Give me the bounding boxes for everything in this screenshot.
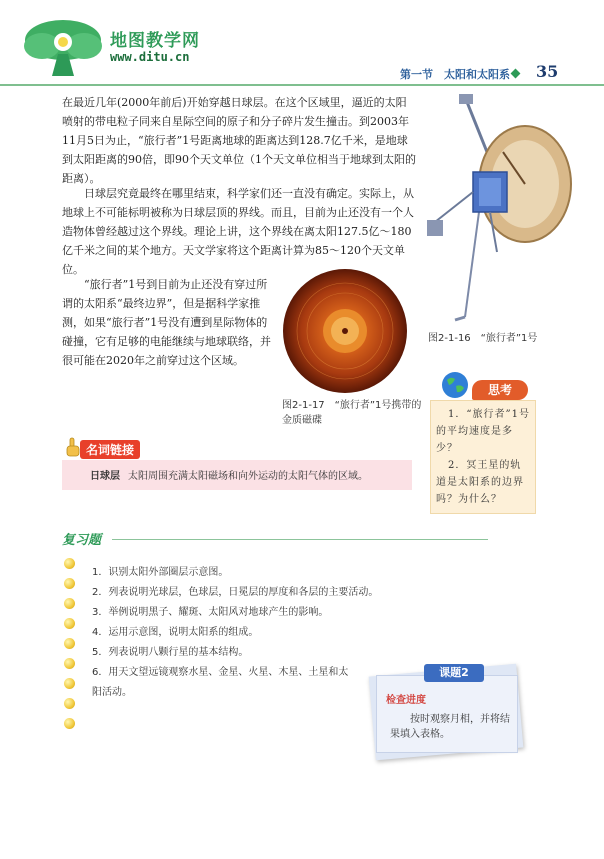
review-bullet-icon [64, 558, 75, 569]
section-title: 第一节 太阳和太阳系 [400, 68, 510, 81]
review-item: 阳活动。 [92, 687, 132, 698]
paragraph-1: 在最近几年(2000年前后)开始穿越日球层。在这个区域里，逼近的太阳喷射的带电粒子同来自星际空间的原子和分子碎片发生撞击。到2003年11月5日为止，“旅行者”1号距离地球的距离达到128.7亿千米，是地球到太阳距离的90倍，即90个天文单位（1个天文单位相当于地球到太阳的距离）。 [62, 96, 416, 185]
review-bullet-icon [64, 618, 75, 629]
review-title: 复习题 [62, 533, 102, 548]
figure-16-caption: 图2-1-16 “旅行者”1号 [428, 333, 538, 344]
review-bullet-icon [64, 578, 75, 589]
review-item: 6．用天文望远镜观察水星、金星、火星、木星、土星和太 [92, 667, 349, 678]
review-divider [112, 539, 488, 540]
review-item: 3．举例说明黑子、耀斑、太阳风对地球产生的影响。 [92, 607, 329, 618]
homework-tag: 课题2 [424, 664, 484, 682]
paragraph-3: “旅行者”1号到目前为止还没有穿过所谓的太阳系“最终边界”，但是据科学家推测，如果“旅行者”1号没有遭到星际物体的碰撞，它有足够的电能继续与地球联络，并很可能在2020年之前穿过这个区域。 [62, 278, 271, 367]
header-divider [0, 84, 604, 86]
glossary-term: 日球层 [90, 471, 120, 482]
homework-subtitle: 检查进度 [386, 695, 426, 706]
review-bullet-icon [64, 598, 75, 609]
golden-record-image [282, 268, 408, 394]
page-number: 35 [536, 62, 559, 81]
think-title: 思考 [472, 380, 528, 400]
think-question: 2．冥王星的轨道是太阳系的边界吗？为什么？ [436, 460, 524, 505]
paragraph-2: 日球层究竟最终在哪里结束，科学家们还一直没有确定。实际上，从地球上不可能标明被称为日球层顶的界线。而且，目前为止还没有一个人造物体曾经越过这个界线。理论上讲，这个界线在离太阳127.5亿～180亿千米之间的某个地方。天文学家将这个距离计算为85～120个天文单位。 [62, 187, 414, 276]
glossary-title: 名词链接 [80, 440, 140, 459]
homework-text: 按时观察月相，并将结果填入表格。 [390, 714, 510, 740]
section-diamond-icon [511, 69, 521, 79]
figure-17-caption: 图2-1-17 “旅行者”1号携带的金质磁碟 [282, 400, 422, 426]
globe-icon [441, 371, 469, 399]
review-bullet-icon [64, 638, 75, 649]
site-url[interactable]: www.ditu.cn [110, 50, 190, 64]
think-questions [436, 406, 530, 508]
review-bullet-icon [64, 718, 75, 729]
review-bullet-icon [64, 698, 75, 709]
review-item: 5．列表说明八颗行星的基本结构。 [92, 647, 249, 658]
review-bullet-icon [64, 658, 75, 669]
glossary-entry [90, 467, 368, 482]
voyager-probe-image [425, 92, 575, 322]
review-item: 2．列表说明光球层，色球层，日冕层的厚度和各层的主要活动。 [92, 587, 379, 598]
review-bullet-icon [64, 678, 75, 689]
review-item: 1．识别太阳外部圈层示意图。 [92, 567, 229, 578]
site-logo-tree-icon [22, 18, 104, 80]
review-item: 4．运用示意图，说明太阳系的组成。 [92, 627, 259, 638]
think-question: 1．“旅行者”1号的平均速度是多少？ [436, 409, 530, 454]
glossary-definition: 太阳周围充满太阳磁场和向外运动的太阳气体的区域。 [128, 471, 368, 482]
site-name: 地图教学网 [110, 31, 200, 51]
